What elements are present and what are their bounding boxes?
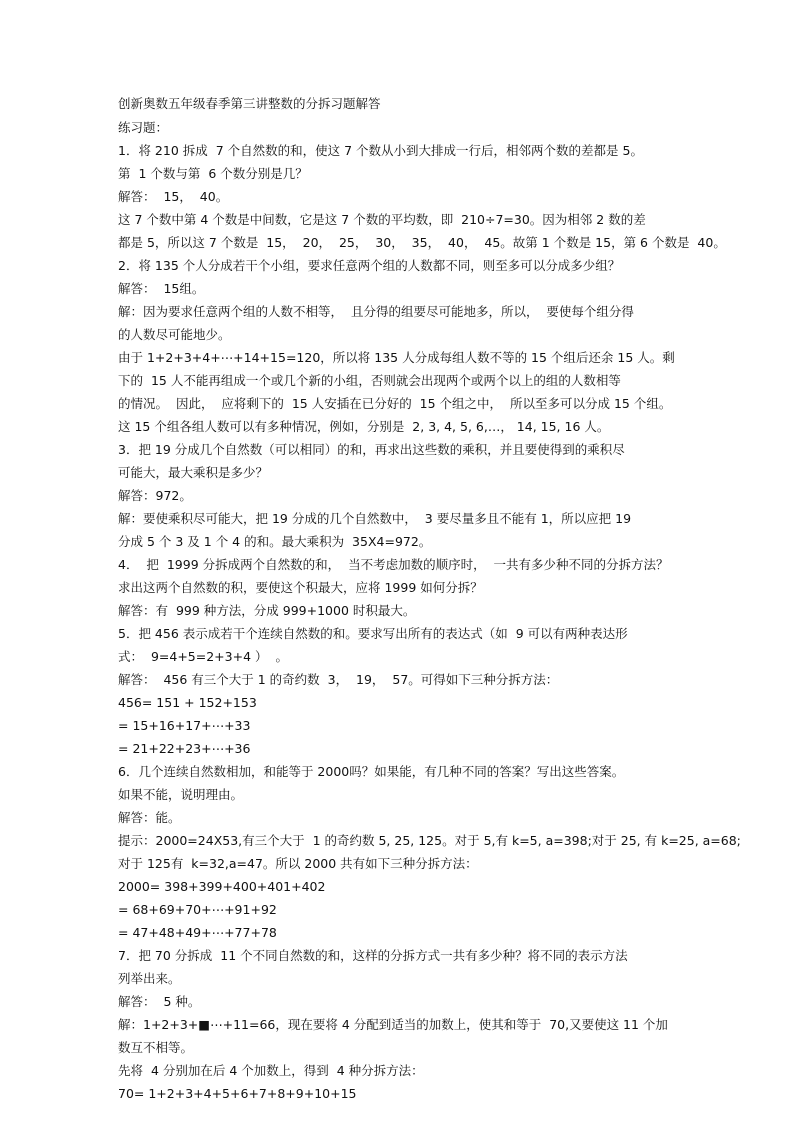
q6-answer: 解答：能。 — [118, 810, 181, 825]
q6-text: 如果不能，说明理由。 — [118, 787, 244, 802]
q4-text: 4． 把 1999 分拆成两个自然数的和， 当不考虑加数的顺序时， 一共有多少种不同的分拆方法？ — [118, 557, 669, 572]
q7-text: 列举出来。 — [118, 971, 181, 986]
q6-text: 6．几个连续自然数相加，和能等于 2000吗？如果能，有几种不同的答案？写出这些答案。 — [118, 764, 625, 779]
q3-text: 3．把 19 分成几个自然数（可以相同）的和，再求出这些数的乘积，并且要使得到的乘积尽 — [118, 442, 625, 457]
q7-answer: 解答： 5 种。 — [118, 994, 201, 1009]
document-title: 创新奥数五年级春季第三讲整数的分拆习题解答 — [118, 96, 381, 111]
q7-solution: 解：1+2+3+■⋯+11=66，现在要将 4 分配到适当的加数上，使其和等于 70,又要使这 11 个加 — [118, 1017, 668, 1032]
exercise-heading: 练习题： — [118, 120, 169, 135]
q6-hint: 提示：2000=24X53,有三个大于 1 的奇约数 5, 25, 125。对于 5,有 k=5, a=398;对于 25, 有 k=25, a=68; — [118, 833, 741, 848]
q1-text: 1．将 210 拆成 7 个自然数的和，使这 7 个数从小到大排成一行后，相邻两个数的差都是 5。 — [118, 143, 643, 158]
q3-text: 可能大，最大乘积是多少？ — [118, 465, 269, 480]
q2-solution: 下的 15 人不能再组成一个或几个新的小组，否则就会出现两个或两个以上的组的人数相等 — [118, 373, 621, 388]
q7-text: 7．把 70 分拆成 11 个不同自然数的和，这样的分拆方式一共有多少种？将不同的表示方法 — [118, 948, 628, 963]
q1-solution: 都是 5，所以这 7 个数是 15， 20， 25， 30， 35， 40， 45。故第 1 个数是 15，第 6 个数是 40。 — [118, 235, 726, 250]
q4-answer: 解答：有 999 种方法，分成 999+1000 时积最大。 — [118, 603, 416, 618]
q6-equation: 2000= 398+399+400+401+402 — [118, 879, 326, 894]
q2-answer: 解答： 15组。 — [118, 281, 205, 296]
q7-solution: 数互不相等。 — [118, 1040, 194, 1055]
q2-solution: 由于 1+2+3+4+⋯+14+15=120，所以将 135 人分成每组人数不等的 15 个组后还余 15 人。剩 — [118, 350, 675, 365]
q5-equation: = 21+22+23+⋯+36 — [118, 741, 251, 756]
q2-text: 2．将 135 个人分成若干个小组，要求任意两个组的人数都不同，则至多可以分成多少组？ — [118, 258, 621, 273]
q7-solution: 先将 4 分别加在后 4 个加数上，得到 4 种分拆方法： — [118, 1063, 424, 1078]
q5-equation: 456= 151 + 152+153 — [118, 695, 257, 710]
q2-solution: 的情况。 因此， 应将剩下的 15 人安插在已分好的 15 个组之中， 所以至多可以分成 15 个组。 — [118, 396, 672, 411]
q2-solution: 这 15 个组各组人数可以有多种情况，例如，分别是 2, 3, 4, 5, 6,…， 14, 15, 16 人。 — [118, 419, 610, 434]
q5-equation: = 15+16+17+⋯+33 — [118, 718, 251, 733]
q3-solution: 分成 5 个 3 及 1 个 4 的和。最大乘积为 35X4=972。 — [118, 534, 432, 549]
q1-text: 第 1 个数与第 6 个数分别是几？ — [118, 166, 308, 181]
q2-solution: 解：因为要求任意两个组的人数不相等， 且分得的组要尽可能地多，所以， 要使每个组分得 — [118, 304, 634, 319]
q7-equation: 70= 1+2+3+4+5+6+7+8+9+10+15 — [118, 1086, 357, 1101]
q3-answer: 解答：972。 — [118, 488, 192, 503]
q6-equation: = 68+69+70+⋯+91+92 — [118, 902, 277, 917]
q2-solution: 的人数尽可能地少。 — [118, 327, 231, 342]
q6-equation: = 47+48+49+⋯+77+78 — [118, 925, 277, 940]
q5-text: 5．把 456 表示成若干个连续自然数的和。要求写出所有的表达式（如 9 可以有两种表达形 — [118, 626, 628, 641]
q6-hint: 对于 125有 k=32,a=47。所以 2000 共有如下三种分拆方法： — [118, 856, 478, 871]
q3-solution: 解：要使乘积尽可能大，把 19 分成的几个自然数中， 3 要尽量多且不能有 1，所以应把 19 — [118, 511, 632, 526]
q1-answer: 解答： 15， 40。 — [118, 189, 229, 204]
q5-answer: 解答： 456 有三个大于 1 的奇约数 3， 19， 57。可得如下三种分拆方法： — [118, 672, 559, 687]
q4-text: 求出这两个自然数的积，要使这个积最大，应将 1999 如何分拆？ — [118, 580, 483, 595]
q1-solution: 这 7 个数中第 4 个数是中间数，它是这 7 个数的平均数，即 210÷7=30。因为相邻 2 数的差 — [118, 212, 646, 227]
q5-text: 式： 9=4+5=2+3+4 ） 。 — [118, 649, 288, 664]
